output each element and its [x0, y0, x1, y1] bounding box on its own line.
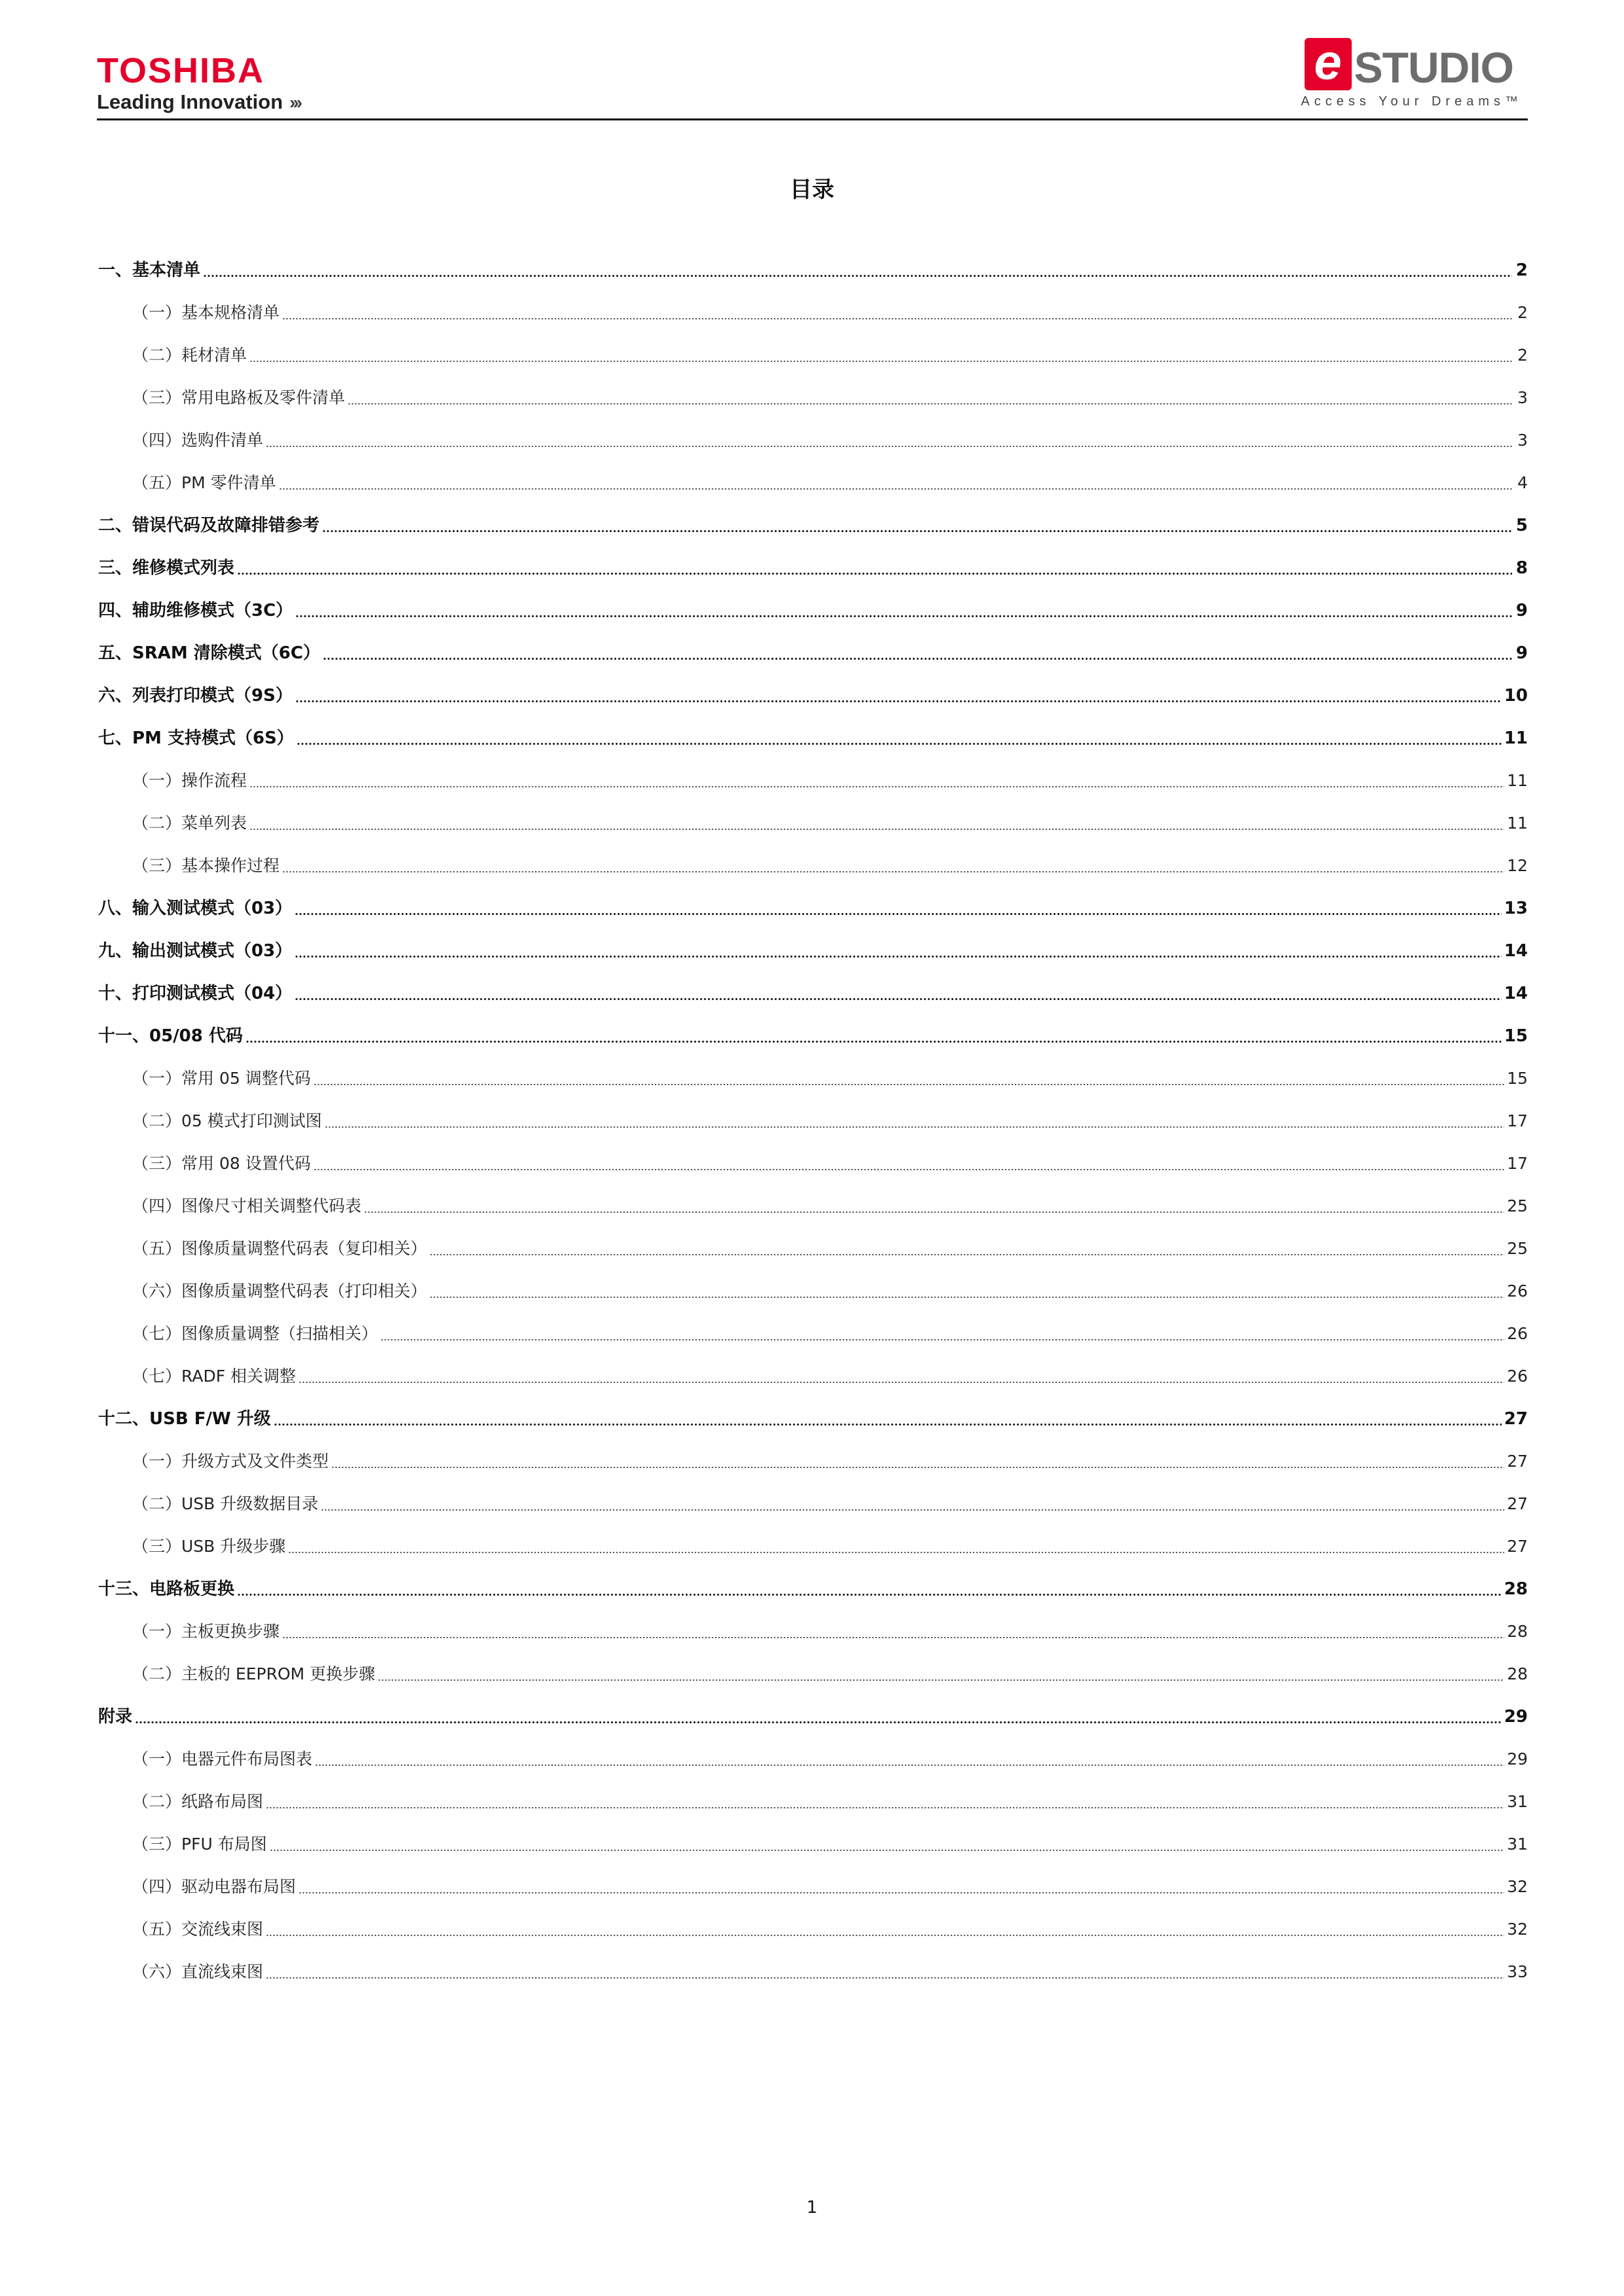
- toc-entry-page: 10: [1504, 685, 1528, 706]
- toc-entry-page: 27: [1507, 1451, 1528, 1471]
- toc-entry-page: 8: [1515, 558, 1528, 578]
- page-title: 目录: [789, 177, 835, 203]
- toc-leader-dots: [429, 1254, 1504, 1255]
- toc-entry-page: 17: [1507, 1153, 1528, 1173]
- toc-entry-title: 五、SRAM 清除模式（6C）: [98, 643, 320, 663]
- toc-leader-dots: [282, 1637, 1504, 1638]
- toc-entry-title: （一）操作流程: [132, 770, 247, 790]
- toc-entry-page: 3: [1517, 430, 1528, 450]
- toc-entry-page: 14: [1504, 941, 1528, 961]
- toc-entry-title: （一）常用 05 调整代码: [132, 1068, 311, 1088]
- toc-entry-title: 一、基本清单: [98, 260, 201, 280]
- toc-entry-title: （二）纸路布局图: [132, 1791, 264, 1811]
- toc-entry[interactable]: [98, 1780, 1528, 1823]
- toc-entry[interactable]: [98, 887, 1528, 929]
- toc-entry[interactable]: [98, 1355, 1528, 1397]
- toc-entry-page: 13: [1504, 898, 1528, 918]
- toc-entry-page: 25: [1507, 1238, 1528, 1258]
- toc-entry[interactable]: [98, 1695, 1528, 1738]
- toc-leader-dots: [297, 743, 1502, 745]
- toc-entry-page: 28: [1504, 1579, 1528, 1599]
- toc-entry-title: （六）直流线束图: [132, 1962, 264, 1981]
- toc-entry[interactable]: [98, 1950, 1528, 1993]
- toc-entry[interactable]: [98, 1100, 1528, 1142]
- toc-leader-dots: [279, 488, 1512, 490]
- toc-entry-title: （三）USB 升级步骤: [132, 1536, 286, 1556]
- toc-entry-title: （七）图像质量调整（扫描相关）: [132, 1323, 378, 1343]
- toc-leader-dots: [245, 1041, 1502, 1043]
- toc-leader-dots: [295, 956, 1502, 958]
- toc-entry-page: 2: [1517, 345, 1528, 365]
- toc-entry[interactable]: [98, 1738, 1528, 1780]
- toc-entry-title: （四）图像尺寸相关调整代码表: [132, 1196, 362, 1215]
- toc-entry-page: 27: [1507, 1536, 1528, 1556]
- toc-leader-dots: [295, 998, 1502, 1000]
- toc-leader-dots: [315, 1765, 1504, 1766]
- toc-entry[interactable]: [98, 1823, 1528, 1865]
- toc-entry[interactable]: [98, 1270, 1528, 1312]
- toc-entry-page: 14: [1504, 983, 1528, 1003]
- toc-entry-page: 29: [1504, 1706, 1528, 1727]
- toc-entry-page: 11: [1507, 813, 1528, 833]
- toc-entry-title: 六、列表打印模式（9S）: [98, 685, 293, 706]
- toc-entry[interactable]: [98, 1865, 1528, 1908]
- toc-leader-dots: [298, 1892, 1504, 1893]
- toc-leader-dots: [378, 1679, 1504, 1681]
- toc-leader-dots: [270, 1850, 1504, 1851]
- toc-entry[interactable]: [98, 1653, 1528, 1695]
- toc-entry[interactable]: [98, 1908, 1528, 1950]
- toc-entry[interactable]: [98, 972, 1528, 1014]
- toc-entry-title: （四）驱动电器布局图: [132, 1876, 297, 1896]
- toc-entry-page: 32: [1507, 1876, 1528, 1896]
- toc-leader-dots: [295, 700, 1502, 702]
- toc-entry-title: （六）图像质量调整代码表（打印相关）: [132, 1281, 427, 1300]
- toc-entry[interactable]: [98, 376, 1528, 419]
- toc-entry-title: （一）主板更换步骤: [132, 1621, 280, 1641]
- product-slogan: Access Your Dreams™: [1301, 94, 1523, 109]
- toc-entry-title: （二）主板的 EEPROM 更换步骤: [132, 1664, 376, 1683]
- brand-name: TOSHIBA: [97, 51, 265, 90]
- toc-entry[interactable]: [98, 1142, 1528, 1185]
- toc-entry-title: 附录: [98, 1706, 133, 1727]
- toc-leader-dots: [249, 786, 1504, 787]
- toc-entry-title: 八、输入测试模式（03）: [98, 898, 293, 918]
- toc-entry[interactable]: [98, 589, 1528, 632]
- toc-entry-page: 29: [1507, 1749, 1528, 1768]
- toc-leader-dots: [266, 1935, 1504, 1936]
- toc-entry-title: （一）升级方式及文件类型: [132, 1451, 329, 1471]
- toc-entry-page: 12: [1507, 855, 1528, 875]
- tagline-text: Leading Innovation: [97, 90, 283, 113]
- toc-entry[interactable]: [98, 1482, 1528, 1525]
- toc-entry-title: 三、维修模式列表: [98, 558, 235, 578]
- toc-entry-page: 32: [1507, 1919, 1528, 1939]
- toc-leader-dots: [380, 1339, 1504, 1340]
- toc-entry[interactable]: [98, 1440, 1528, 1482]
- toc-entry-page: 15: [1507, 1068, 1528, 1088]
- toc-leader-dots: [331, 1467, 1504, 1468]
- toc-entry-title: 七、PM 支持模式（6S）: [98, 728, 294, 748]
- toc-leader-dots: [348, 403, 1512, 404]
- toc-entry-page: 26: [1507, 1366, 1528, 1386]
- toc-leader-dots: [266, 1807, 1504, 1808]
- toc-entry-page: 9: [1515, 643, 1528, 663]
- toc-entry-title: 十三、电路板更换: [98, 1579, 235, 1599]
- page-number: 1: [806, 2198, 818, 2217]
- toc-entry-title: 九、输出测试模式（03）: [98, 941, 293, 961]
- toc-entry-page: 31: [1507, 1834, 1528, 1854]
- toc-leader-dots: [325, 1126, 1504, 1128]
- product-name: STUDIO: [1354, 43, 1513, 92]
- toc-entry-title: 十、打印测试模式（04）: [98, 983, 293, 1003]
- table-of-contents: [98, 249, 1528, 1993]
- toshiba-logo: [97, 51, 300, 115]
- toc-entry-page: 28: [1507, 1621, 1528, 1641]
- toc-entry-page: 15: [1504, 1026, 1528, 1046]
- toc-entry-title: （一）电器元件布局图表: [132, 1749, 313, 1768]
- toc-entry-title: 十一、05/08 代码: [98, 1026, 243, 1046]
- toc-leader-dots: [249, 829, 1504, 830]
- toc-entry-page: 2: [1515, 260, 1528, 280]
- toc-entry[interactable]: [98, 1312, 1528, 1355]
- toc-entry-page: 9: [1515, 600, 1528, 620]
- toc-leader-dots: [314, 1084, 1504, 1085]
- toc-entry[interactable]: [98, 802, 1528, 844]
- toc-leader-dots: [237, 1594, 1502, 1596]
- toc-leader-dots: [298, 1382, 1504, 1383]
- toc-entry-title: （四）选购件清单: [132, 430, 264, 450]
- toc-entry[interactable]: [98, 291, 1528, 334]
- page-header: [97, 35, 1528, 119]
- toc-leader-dots: [364, 1211, 1504, 1213]
- toc-entry[interactable]: [98, 1227, 1528, 1270]
- toc-entry[interactable]: [98, 844, 1528, 887]
- toc-leader-dots: [249, 361, 1512, 362]
- toc-leader-dots: [282, 318, 1512, 319]
- toc-entry-page: 3: [1517, 387, 1528, 407]
- toc-entry[interactable]: [98, 674, 1528, 717]
- toc-leader-dots: [237, 573, 1512, 575]
- brand-tagline: [97, 90, 300, 115]
- toc-entry-page: 25: [1507, 1196, 1528, 1215]
- toc-entry[interactable]: [98, 717, 1528, 759]
- tagline-arrows-icon: ›››: [289, 92, 300, 113]
- toc-leader-dots: [266, 1977, 1504, 1979]
- toc-entry-title: （五）PM 零件清单: [132, 473, 276, 492]
- toc-entry[interactable]: [98, 334, 1528, 376]
- toc-entry-title: （二）USB 升级数据目录: [132, 1494, 319, 1513]
- toc-entry[interactable]: [98, 1525, 1528, 1568]
- toc-entry[interactable]: [98, 632, 1528, 674]
- toc-entry-page: 27: [1507, 1494, 1528, 1513]
- toc-entry-page: 4: [1517, 473, 1528, 492]
- toc-entry[interactable]: [98, 1610, 1528, 1653]
- toc-leader-dots: [295, 615, 1512, 617]
- toc-leader-dots: [135, 1721, 1502, 1723]
- toc-entry-page: 11: [1504, 728, 1528, 748]
- toc-entry-title: （五）图像质量调整代码表（复印相关）: [132, 1238, 427, 1258]
- toc-entry-title: （三）常用 08 设置代码: [132, 1153, 311, 1173]
- toc-entry-title: （二）菜单列表: [132, 813, 247, 833]
- toc-leader-dots: [295, 913, 1502, 915]
- toc-entry-title: （一）基本规格清单: [132, 302, 280, 322]
- toc-entry-title: 二、错误代码及故障排错参考: [98, 515, 320, 535]
- toc-entry[interactable]: [98, 1397, 1528, 1440]
- toc-entry-page: 28: [1507, 1664, 1528, 1683]
- toc-leader-dots: [203, 275, 1512, 277]
- toc-entry-title: （三）基本操作过程: [132, 855, 280, 875]
- toc-entry-title: 四、辅助维修模式（3C）: [98, 600, 293, 620]
- toc-entry-page: 33: [1507, 1962, 1528, 1981]
- toc-entry-title: （七）RADF 相关调整: [132, 1366, 297, 1386]
- toc-entry-page: 26: [1507, 1323, 1528, 1343]
- toc-entry-page: 26: [1507, 1281, 1528, 1300]
- toc-entry-page: 31: [1507, 1791, 1528, 1811]
- toc-leader-dots: [321, 1509, 1504, 1511]
- estudio-logo: [1286, 35, 1528, 109]
- toc-entry[interactable]: [98, 1057, 1528, 1100]
- e-mark-icon: e: [1305, 38, 1352, 90]
- toc-leader-dots: [282, 871, 1504, 872]
- toc-entry-page: 17: [1507, 1111, 1528, 1130]
- toc-entry-title: （二）05 模式打印测试图: [132, 1111, 322, 1130]
- toc-entry[interactable]: [98, 249, 1528, 291]
- toc-entry-title: （三）PFU 布局图: [132, 1834, 267, 1854]
- toc-entry-page: 2: [1517, 302, 1528, 322]
- toc-entry-page: 11: [1507, 770, 1528, 790]
- toc-entry[interactable]: [98, 1568, 1528, 1610]
- toc-entry-page: 5: [1515, 515, 1528, 535]
- toc-entry[interactable]: [98, 759, 1528, 802]
- toc-leader-dots: [323, 658, 1512, 660]
- toc-entry[interactable]: [98, 929, 1528, 972]
- toc-entry-title: 十二、USB F/W 升级: [98, 1408, 271, 1429]
- toc-entry[interactable]: [98, 419, 1528, 461]
- toc-entry-page: 27: [1504, 1408, 1528, 1429]
- toc-entry[interactable]: [98, 1185, 1528, 1227]
- toc-entry-title: （三）常用电路板及零件清单: [132, 387, 346, 407]
- toc-leader-dots: [288, 1552, 1504, 1553]
- toc-entry[interactable]: [98, 461, 1528, 504]
- toc-entry[interactable]: [98, 547, 1528, 589]
- header-divider: [97, 118, 1528, 120]
- toc-leader-dots: [322, 530, 1512, 532]
- toc-entry-title: （二）耗材清单: [132, 345, 247, 365]
- toc-leader-dots: [429, 1297, 1504, 1298]
- toc-entry[interactable]: [98, 1014, 1528, 1057]
- toc-entry[interactable]: [98, 504, 1528, 547]
- toc-leader-dots: [266, 446, 1512, 447]
- toc-leader-dots: [314, 1169, 1504, 1170]
- toc-leader-dots: [274, 1424, 1502, 1426]
- toc-entry-title: （五）交流线束图: [132, 1919, 264, 1939]
